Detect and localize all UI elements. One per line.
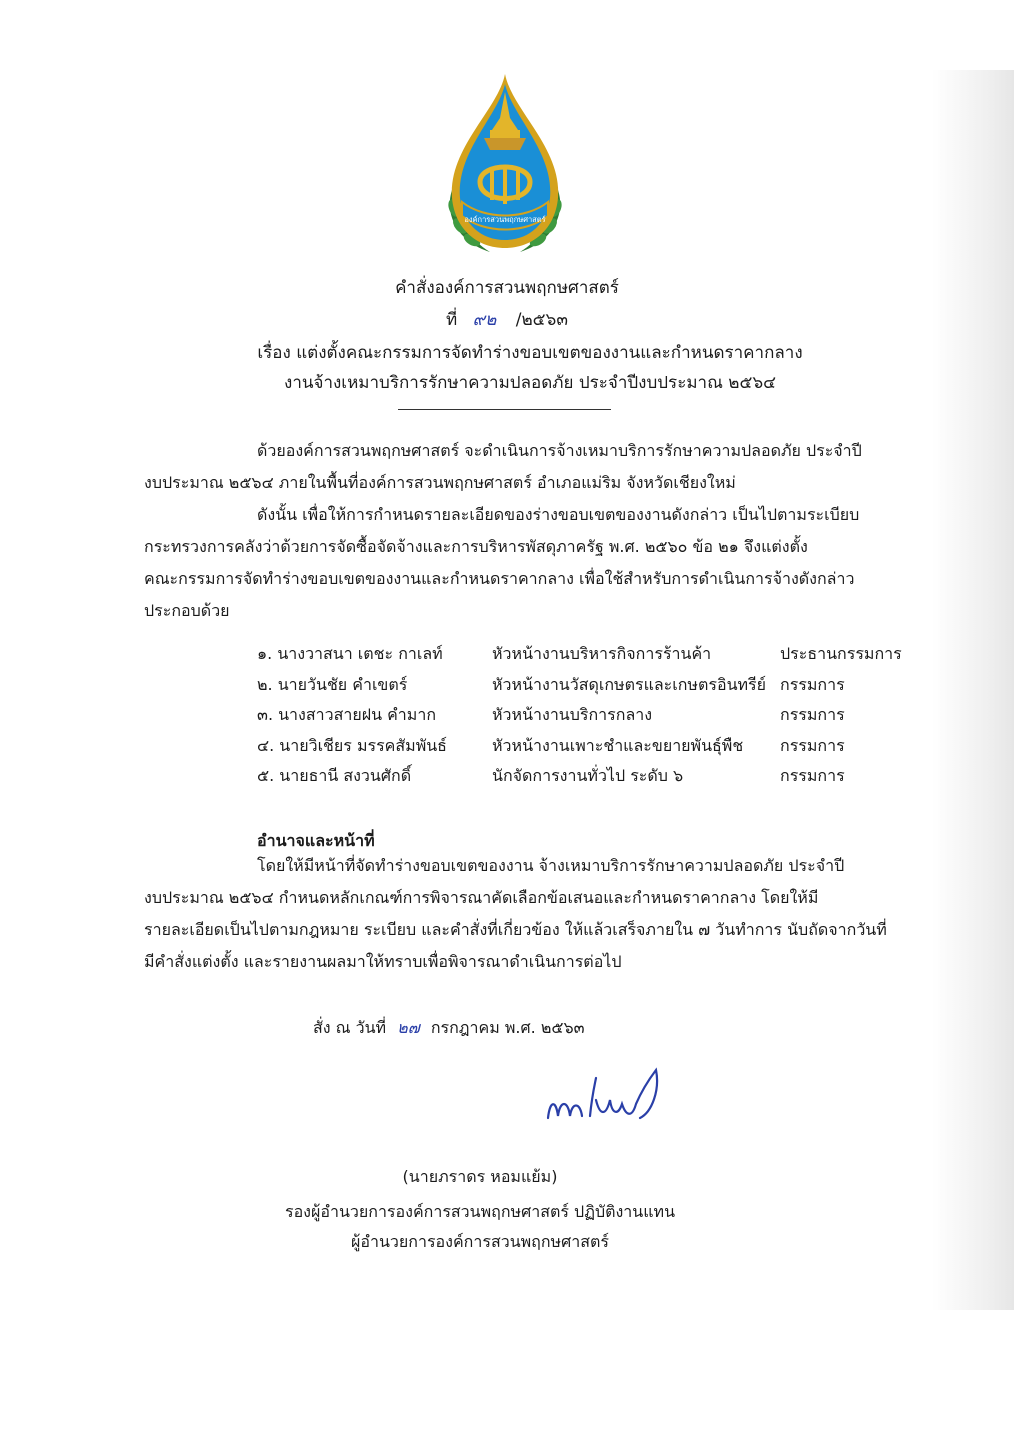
member-name: ๑. นางวาสนา เตชะ กาเลท์ [257,644,443,663]
intro-line-4: กระทรวงการคลังว่าด้วยการจัดซื้อจัดจ้างและการบริหารพัสดุภาครัฐ พ.ศ. ๒๕๖๐ ข้อ ๒๑ จึงแต่งตั้ง [144,537,808,556]
order-prefix: ที่ [446,310,458,330]
emblem-ribbon-text: องค์การสวนพฤกษศาสตร์ [464,215,546,224]
member-role: กรรมการ [780,766,845,785]
signer-title-line-1: รองผู้อำนวยการองค์การสวนพฤกษศาสตร์ ปฏิบัติงานแทน [284,1202,676,1221]
member-role: ประธานกรรมการ [780,644,902,663]
member-position: หัวหน้างานเพาะชำและขยายพันธุ์พืช [492,735,744,755]
member-name: ๓. นางสาวสายฝน คำมาก [257,705,437,724]
duties-heading: อำนาจและหน้าที่ [257,831,375,850]
handwritten-signature [540,1060,670,1130]
duties-line-1: โดยให้มีหน้าที่จัดทำร่างขอบเขตของงาน จ้างเหมาบริการรักษาความปลอดภัย ประจำปี [257,856,845,875]
member-name: ๔. นายวิเชียร มรรคสัมพันธ์ [257,735,447,755]
subject-line-2: งานจ้างเหมาบริการรักษาความปลอดภัย ประจำปีงบประมาณ ๒๕๖๔ [284,373,776,393]
heading-divider [398,409,611,410]
intro-line-2: งบประมาณ ๒๕๖๔ ภายในพื้นที่องค์การสวนพฤกษศาสตร์ อำเภอแม่ริม จังหวัดเชียงใหม่ [144,473,736,492]
member-role: กรรมการ [780,705,845,724]
member-position: หัวหน้างานวัสดุเกษตรและเกษตรอินทรีย์ [492,674,767,694]
member-role: กรรมการ [780,674,845,694]
intro-line-1: ด้วยองค์การสวนพฤกษศาสตร์ จะดำเนินการจ้างเหมาบริการรักษาความปลอดภัย ประจำปี [257,441,862,460]
duties-line-2: งบประมาณ ๒๕๖๔ กำหนดหลักเกณฑ์การพิจารณาคัดเลือกข้อเสนอและกำหนดราคากลาง โดยให้มี [144,888,819,907]
member-name: ๕. นายธานี สงวนศักดิ์ [257,766,412,785]
date-prefix: สั่ง ณ วันที่ [313,1018,387,1037]
member-name: ๒. นายวันชัย คำเขตร์ [257,674,408,694]
scan-edge-shadow [932,70,1014,1310]
order-year: /๒๕๖๓ [515,310,568,330]
member-position: หัวหน้างานบริหารกิจการร้านค้า [492,644,712,663]
intro-line-3: ดังนั้น เพื่อให้การกำหนดรายละเอียดของร่างขอบเขตของงานดังกล่าว เป็นไปตามระเบียบ [257,505,860,524]
date-rest: กรกฎาคม พ.ศ. ๒๕๖๓ [430,1018,585,1037]
signer-name: (นายภราดร หอมแย้ม) [402,1167,558,1186]
member-position: หัวหน้างานบริการกลาง [492,705,653,724]
signer-title-line-2: ผู้อำนวยการองค์การสวนพฤกษศาสตร์ [351,1232,609,1251]
intro-line-6: ประกอบด้วย [144,601,230,620]
intro-line-5: คณะกรรมการจัดทำร่างขอบเขตของงานและกำหนดราคากลาง เพื่อใช้สำหรับการดำเนินการจ้างดังกล่าว [144,569,855,588]
member-role: กรรมการ [780,735,845,755]
order-date [313,1016,585,1041]
subject-line-1: เรื่อง แต่งตั้งคณะกรรมการจัดทำร่างขอบเขตของงานและกำหนดราคากลาง [257,343,803,363]
date-day: ๒๗ [397,1018,420,1037]
intro-paragraph [144,435,914,627]
duties-line-4: มีคำสั่งแต่งตั้ง และรายงานผลมาให้ทราบเพื่อพิจารณาดำเนินการต่อไป [144,952,622,971]
order-title: คำสั่งองค์การสวนพฤกษศาสตร์ [395,278,619,298]
organization-emblem [440,70,570,258]
duties-paragraph [144,850,914,978]
member-position: นักจัดการงานทั่วไป ระดับ ๖ [492,766,684,785]
order-number-line [0,308,1014,332]
duties-line-3: รายละเอียดเป็นไปตามกฎหมาย ระเบียบ และคำสั่งที่เกี่ยวข้อง ให้แล้วเสร็จภายใน ๗ วันทำการ นับถัดจากวันที่ [144,920,887,939]
order-number: ๙๒ [472,310,497,330]
